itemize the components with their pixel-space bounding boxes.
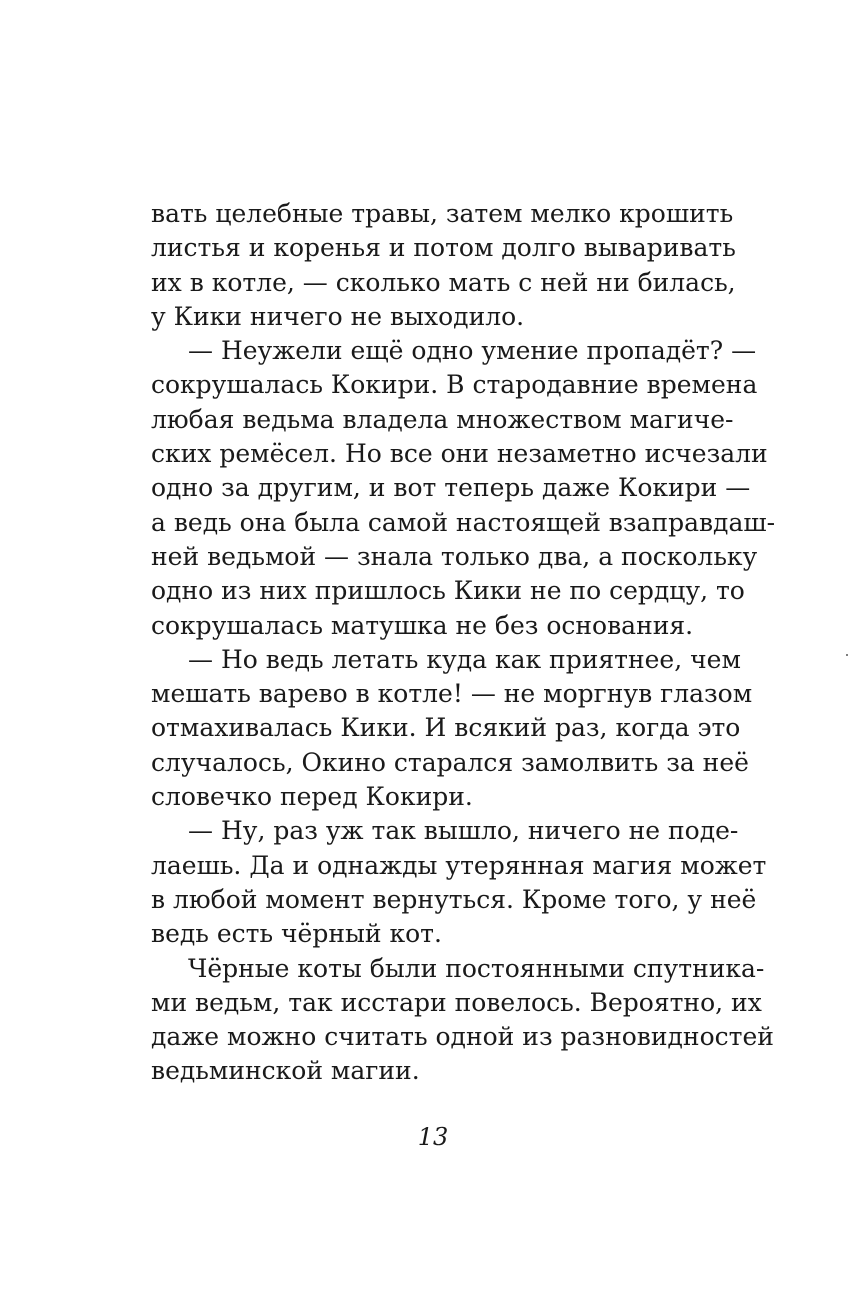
text-line: — Ну, раз уж так вышло, ничего не поде-: [188, 816, 739, 846]
text-line: одно из них пришлось Кики не по сердцу, то: [151, 576, 745, 606]
text-line: любая ведьма владела множеством магиче-: [151, 404, 734, 434]
text-line: ведь есть чёрный кот.: [151, 919, 442, 949]
text-line: ведьминской магии.: [151, 1056, 420, 1086]
text-line: ней ведьмой — знала только два, а поскольку: [151, 541, 758, 571]
text-line: словечко перед Кокири.: [151, 782, 473, 812]
text-line: ских ремёсел. Но все они незаметно исчезали: [151, 439, 768, 469]
text-line: а ведь она была самой настоящей взаправдаш-: [151, 507, 776, 537]
text-line: ми ведьм, так исстари повелось. Вероятно, их: [151, 987, 762, 1017]
text-line: одно за другим, и вот теперь даже Кокири —: [151, 473, 751, 503]
body-text: [151, 197, 776, 1089]
text-line: даже можно считать одной из разновидностей: [151, 1022, 774, 1052]
text-line: отмахивалась Кики. И всякий раз, когда это: [151, 713, 741, 743]
text-line: листья и коренья и потом долго вываривать: [151, 233, 736, 263]
text-line: сокрушалась матушка не без основания.: [151, 610, 694, 640]
text-line: — Но ведь летать куда как приятнее, чем: [188, 644, 741, 674]
text-line: вать целебные травы, затем мелко крошить: [151, 199, 734, 228]
text-line: Чёрные коты были постоянными спутника-: [188, 953, 765, 983]
print-speck: [846, 654, 848, 656]
page-number: 13: [417, 1123, 449, 1151]
text-line: — Неужели ещё одно умение пропадёт? —: [188, 336, 757, 366]
text-line: их в котле, — сколько мать с ней ни билась,: [151, 267, 736, 297]
text-line: случалось, Окино старался замолвить за неё: [151, 747, 749, 777]
text-line: в любой момент вернуться. Кроме того, у неё: [151, 884, 757, 914]
text-line: лаешь. Да и однажды утерянная магия может: [151, 850, 767, 880]
text-line: мешать варево в котле! — не моргнув глазом: [151, 679, 753, 709]
text-line: сокрушалась Кокири. В стародавние времена: [151, 370, 758, 400]
text-line: у Кики ничего не выходило.: [151, 301, 525, 331]
